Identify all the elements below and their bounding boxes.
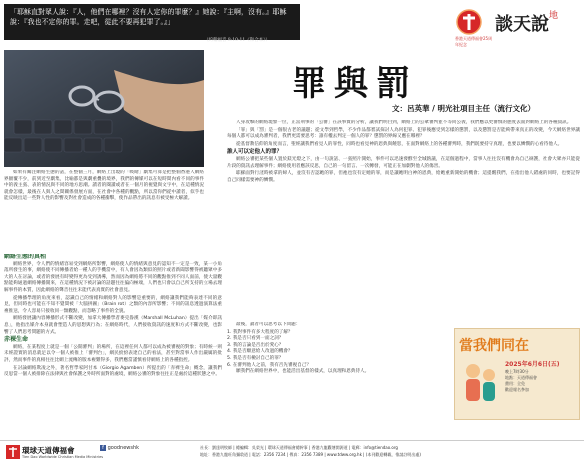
article-byline: 文：呂英華 / 明光社項目主任（流行文化） — [392, 104, 535, 113]
paragraph: 從傳播學理的角度來看，認識自己的情緒和網絡對人的影響是重要的，網絡讓我們能夠表達不同的意見，但同時也可能在不知不覺間被「大腦拼圖」（Brain rot）之類的內容所影響；不同的訊息透過演算法重複推送，令人容易只接收同一類觀點，而忽略了事件的全貌。 — [4, 295, 222, 314]
ad-detail-line: 費用：全免 — [505, 381, 525, 386]
paragraph: 網絡發展讓內容傳播形式不斷改變，加拿大傳播學者麥克魯漢（Marshall McLuhan）提出「媒介即訊息」，他指出媒介本身就會塑造人的思想與行為；在網絡時代，人們接收資訊的速度和方式不斷改變，也影響了人們思考問題的方式。 — [4, 316, 222, 335]
article-title: 罪與罰 — [292, 64, 418, 104]
paragraph: 如果有關注網絡生態的話，在整個三月，網絡上出現的「吸睛」劇集可算是把整個香港人網絡界顛覆不少，前到近至劇集，比喻都是與劇重疊的境界，我們的傳媒可以在短時間內看不同的事件中的義主張、表的情況與不同的地方思潮。讀者的閱讀或者在一個月的視覺與文字中，在這種情況就會怎樣，最後在人與人之間關係發展方面，在社會中各種的觀點，所以當你們從中讀者，似乎也能反映出這一些對人性的影響及對社會造成的各種衝擊，使作品帶出的訊息有被受極大解讀。 — [4, 170, 204, 202]
closing-paragraph: 願我們在網絡世界中，也能活出基督的樣式，以真理和恩典待人。 — [236, 369, 370, 375]
org-logo-icon — [6, 445, 20, 459]
paragraph: 網絡，在某程度上就是一個「公開審判」的場所，在這裡任何人都可以成為被審視的對象；有時候一則未經證實的消息就足以令一個人被推上「審判台」，網民紛紛表達自己的看法，甚至對當事人作出嚴厲的批評，然而事件的真相往往比網上流傳的版本複雜得多，我們應當謹慎看待網絡上的各種指控。 — [4, 344, 222, 363]
handcuffs-keyboard-image — [4, 50, 204, 167]
event-ad[interactable] — [454, 328, 580, 420]
question-item: 3. 我的言論是否出於愛心？ — [227, 342, 284, 348]
facebook-handle: goodnewshk — [107, 445, 140, 451]
question-item: 6. 在審判他人之前，我有否先審視自己？ — [227, 362, 311, 368]
org-name: 環球天道傳福會 — [22, 446, 75, 455]
ad-details — [505, 369, 577, 393]
quote-text: 「耶穌直對眾人說：『人，他們在哪裡？沒有人定你的罪麼？』她說：『主啊，沒有。』耶穌說：『我也不定你的罪。走吧，從此不要再犯罪了。』」 — [10, 8, 287, 26]
ad-title: 當我們同在 — [459, 338, 529, 354]
question-item: 1. 我對事件有多大程度的了解？ — [227, 329, 293, 335]
paragraph: 網絡世界，令人們的情緒容易受到網絡所影響，網絡使人的情緒與意見的認知不一定是一致，某一小角落所發生的事，網絡使不同傳播者給一種人的手機當中，有人會因為類似的照片或者新聞影響得被聽眾中多大的人在討論，或者的發展有時變得更為受到誘導，然而因為網絡將不同的觀點推到不同人面前，使大量觀點能夠通過網絡傳播開來，在這種情況下被討論的話題往往偏向極端，人們也只會以自己所支持的立場去理解事件的本質，因此網絡的聲音往往未能代表真實的社會意見。 — [4, 261, 222, 293]
question-item: 4. 我是否願意給人改過的機會？ — [227, 349, 293, 355]
column-logo — [455, 6, 575, 46]
paragraph: 「罪」與「罰」是一個很古老的議題；從文學到哲學，不少作品都嘗試探討人為何犯罪、犯罪後應受到怎樣的懲罰，以及懲罰是否能夠帶來真正的改變，今天網絡世界讓每個人都可以成為審判者，我們更需要思考：誰有權去判定一個人的罪？懲罰的界線又應在哪裡？ — [227, 127, 580, 140]
facebook-link[interactable] — [100, 445, 139, 451]
footer-credits: 社長：劉達明牧師 | 總編輯：吳榮光 | 環球天道傳福會總幹事 | 香港九龍觀塘開源道 | 電郵：info@tiendao.org — [200, 445, 398, 450]
header — [0, 0, 584, 50]
column-title-suffix: 地 — [549, 11, 559, 21]
paragraph: 在討論網絡欺凌之外，著名哲學家阿甘本（Giorgio Agamben）所提出的「赤裸生命」概念，讓我們反思當一個人被排除在法律與社會保護之外時所面對的處境，網絡公審的對象往往正是處於這種狀態之中。 — [4, 365, 222, 378]
section-heading: 網絡生態的真相 — [4, 254, 47, 260]
ad-detail-line: 歡迎報名參加 — [505, 387, 529, 392]
question-item: 2. 我是否只看到一面之詞？ — [227, 336, 284, 342]
facebook-icon: f — [100, 445, 106, 451]
questions-intro: 最後，讀者可以思考以下問題： — [236, 322, 301, 327]
footer-contact: 地址：香港九龍旺角彌敦道 | 電話：2356 7234 | 傳真：2356 7389 | www.tdww.org.hk | (本刊歡迎轉載，惟請註明出處) — [200, 452, 421, 457]
paragraph: 從基督教信仰的角度而言，聖經讓我們看見人的罪性，同時也看見神的恩典與饒恕，在面對網絡上的各種審判時，我們既要持守真理，也要以憐憫的心看待他人。 — [236, 141, 563, 147]
paragraph: 網絡公審把某些個人置於鎂光燈之下，由一句說話、一張照片開始，事件可以迅速發酵至全城熱議，在這個過程中，當事人往往沒有機會為自己辯護，社會大眾亦只能從片段的資訊去理解事件；網絡使用者應該反思，自己的一句留言、一次轉發，可能正在加劇對他人的傷害。 — [227, 156, 580, 169]
section-heading: 赤裸生命 — [4, 336, 29, 344]
column-2 — [227, 120, 580, 320]
org-english-name: Tien Dao Worldwide Christian Media Ministries — [22, 455, 104, 459]
ad-detail-line: 晚上7時30分 — [505, 369, 529, 374]
column-title: 談天說 — [495, 14, 549, 35]
question-item: 5. 我是否有檢討自己的罪？ — [227, 355, 284, 361]
anniversary-logo-icon — [455, 8, 483, 36]
paragraph: 人身攻擊的網絡現象一位，正當刑事的「公審」在該事實的分析，讓我們明白到，網絡上的公眾審判並不等同公義，我們應以更審慎的態度去面對網絡上的各種資訊。 — [236, 120, 572, 125]
hero-image — [4, 50, 204, 167]
quote-source: （約翰福音 8:10-11《和合本》） — [204, 38, 271, 43]
section-heading: 誰人可以定他人的罪？ — [227, 149, 283, 156]
column-1 — [4, 254, 222, 438]
family-illustration-icon — [461, 359, 501, 415]
scripture-quote — [4, 4, 300, 43]
column-1-intro — [4, 170, 204, 254]
footer — [0, 440, 584, 470]
ad-detail-line: 地點：天道傳福會 — [505, 375, 537, 380]
ad-date: 2025年6月6日(五) — [505, 361, 560, 368]
paragraph: 耶穌面對行淫時被拿的婦人，並沒有否認她的罪，但祂也沒有定她的罪，而是讓她明白神的恩典，給她重新開始的機會；這提醒我們，在指出他人錯處的同時，也要記得自己同樣需要神的憐憫。 — [227, 171, 580, 183]
logo-caption: 香港天道傳福會25周年紀念 — [455, 36, 493, 47]
questions-section — [227, 322, 449, 438]
